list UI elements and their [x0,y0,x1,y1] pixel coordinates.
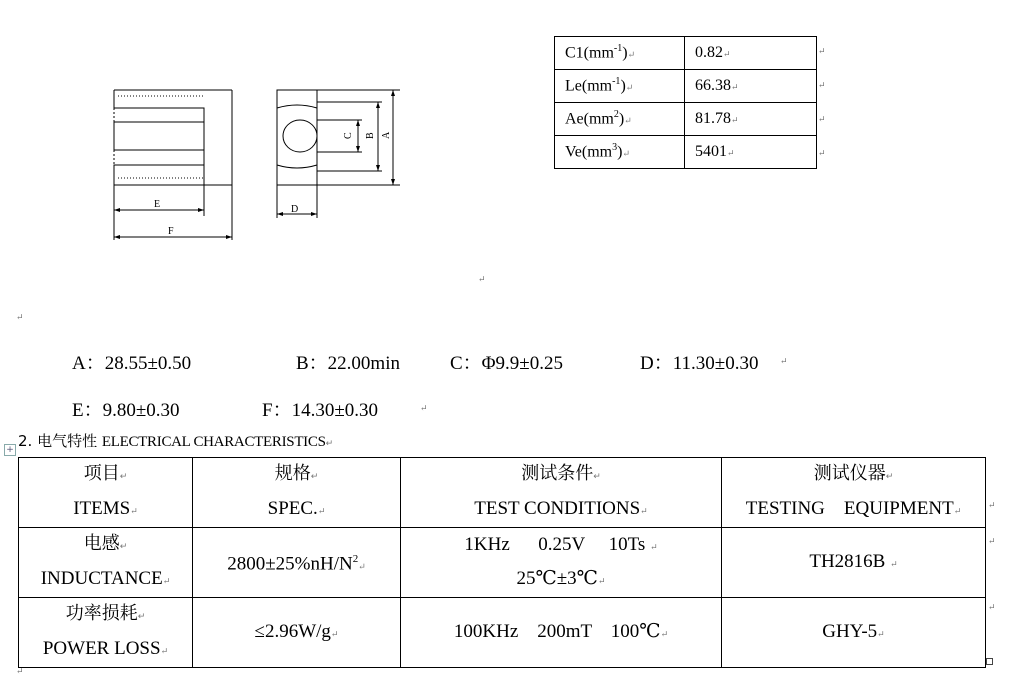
cell-equipment: GHY-5↵ [722,598,986,668]
dim-d: D：11.30±0.30 [640,353,759,374]
label-b: B [365,132,376,139]
param-key: $Le(mm^{-1})↵$ [555,70,685,103]
param-value: 5401↵ [685,136,817,169]
param-row [555,37,817,70]
table-row [19,598,986,668]
cell-conditions: 1KHz 0.25V 10Ts ↵ 25℃±3℃↵ [401,528,722,598]
param-value: 0.82↵ [685,37,817,70]
label-a: A [381,131,392,139]
header-equipment: 测试仪器↵ TESTING EQUIPMENT↵ [722,458,986,528]
param-key: $Ve(mm^3)↵$ [555,136,685,169]
label-c: C [343,132,354,139]
label-f: F [168,226,174,237]
dim-b: B：22.00min [296,353,400,374]
section-heading: 2. 电气特性 ELECTRICAL CHARACTERISTICS↵ [18,432,334,450]
param-row [555,136,817,169]
table-move-handle-icon[interactable]: + [4,444,16,456]
cell-item: 电感↵ INDUCTANCE↵ [19,528,193,598]
param-value: 66.38↵ [685,70,817,103]
cell-spec: $2800\pm 25\%nH/N^2↵$ [193,528,401,598]
param-key: $Ae(mm^2)↵$ [555,103,685,136]
parameter-table [554,36,817,169]
cell-equipment: TH2816B ↵ [722,528,986,598]
dim-f: F：14.30±0.30 [262,400,378,421]
param-row [555,70,817,103]
param-key: $C1(mm^{-1})↵$ [555,37,685,70]
header-conditions: 测试条件↵ TEST CONDITIONS↵ [401,458,722,528]
param-row [555,103,817,136]
label-d: D [291,204,299,215]
param-value: 81.78↵ [685,103,817,136]
header-items: 项目↵ ITEMS↵ [19,458,193,528]
cell-item: 功率损耗↵ POWER LOSS↵ [19,598,193,668]
cell-conditions: 100KHz 200mT 100℃↵ [401,598,722,668]
table-row [19,528,986,598]
dim-c: C：Φ9.9±0.25 [450,353,563,374]
cell-spec: ≤2.96W/g↵ [193,598,401,668]
core-drawing [100,80,420,250]
electrical-table [18,457,986,668]
label-e: E [154,199,161,210]
header-spec: 规格↵ SPEC.↵ [193,458,401,528]
dim-e: E：9.80±0.30 [72,400,180,421]
table-header-row [19,458,986,528]
dim-a: A：28.55±0.50 [72,353,192,374]
